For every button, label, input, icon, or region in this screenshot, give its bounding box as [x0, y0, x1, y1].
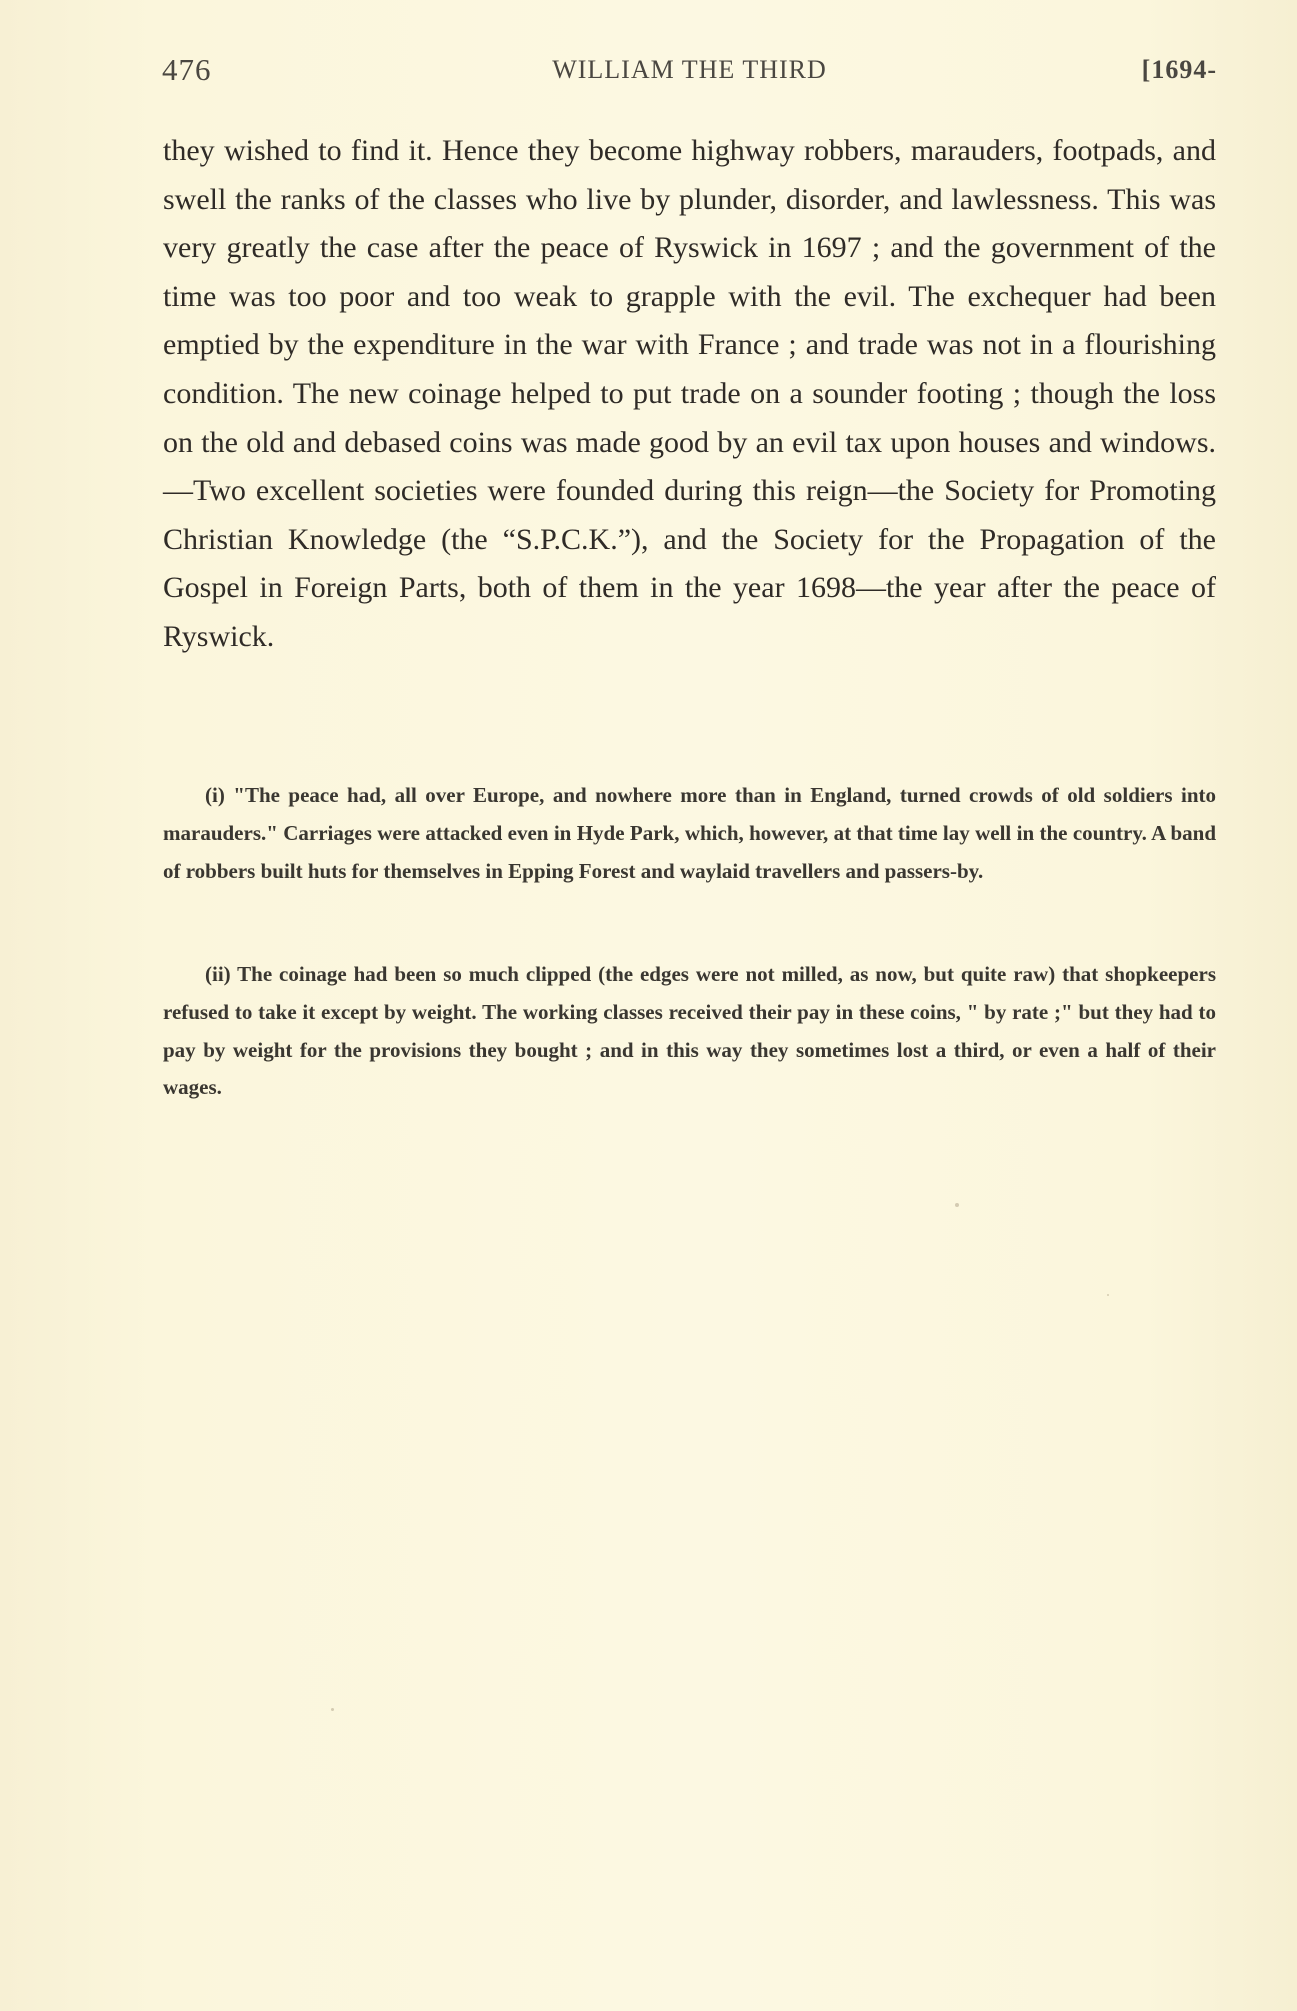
main-paragraph: they wished to find it. Hence they become highway robbers, marauders, footpads, and swell the ranks of the classes who live by plunder, disorder, and lawlessness. This was very greatly the case after the peace of Ryswick in 1697 ; and the government of the time was too poor and too weak to grapple with the evil. The exchequer had been emptied by the expenditure in the war with France ; and trade was not in a flourishing condition. The new coinage helped to put trade on a sounder footing ; though the loss on the old and debased coins was made good by an evil tax upon houses and windows. —Two excellent societies were founded during this reign—the Society for Promoting Christian Knowledge (the “S.P.C.K.”), and the Society for the Propagation of the Gospel in Foreign Parts, both of them in the year 1698—the year after the peace of Ryswick. [163, 134, 1216, 653]
running-title: WILLIAM THE THIRD [552, 55, 827, 84]
page-number: 476 [162, 52, 212, 87]
header-date: [1694- [1141, 55, 1217, 84]
page-header [162, 52, 1217, 92]
paper-speck [331, 1708, 334, 1711]
paper-speck [1107, 1294, 1109, 1296]
paper-speck [955, 1203, 959, 1207]
footnote-i: (i) "The peace had, all over Europe, and nowhere more than in England, turned crowds of old soldiers into marauders." Carriages were attacked even in Hyde Park, which, however, at that time lay well in the country. A band of robbers built huts for themselves in Epping Forest and waylaid travellers and passers-by. [163, 783, 1216, 883]
footnote-ii: (ii) The coinage had been so much clipped (the edges were not milled, as now, but quite raw) that shopkeepers refused to take it except by weight. The working classes received their pay in these coins, " by rate ;" but they had to pay by weight for the provisions they bought ; and in this way they sometimes lost a third, or even a half of their wages. [163, 962, 1216, 1100]
